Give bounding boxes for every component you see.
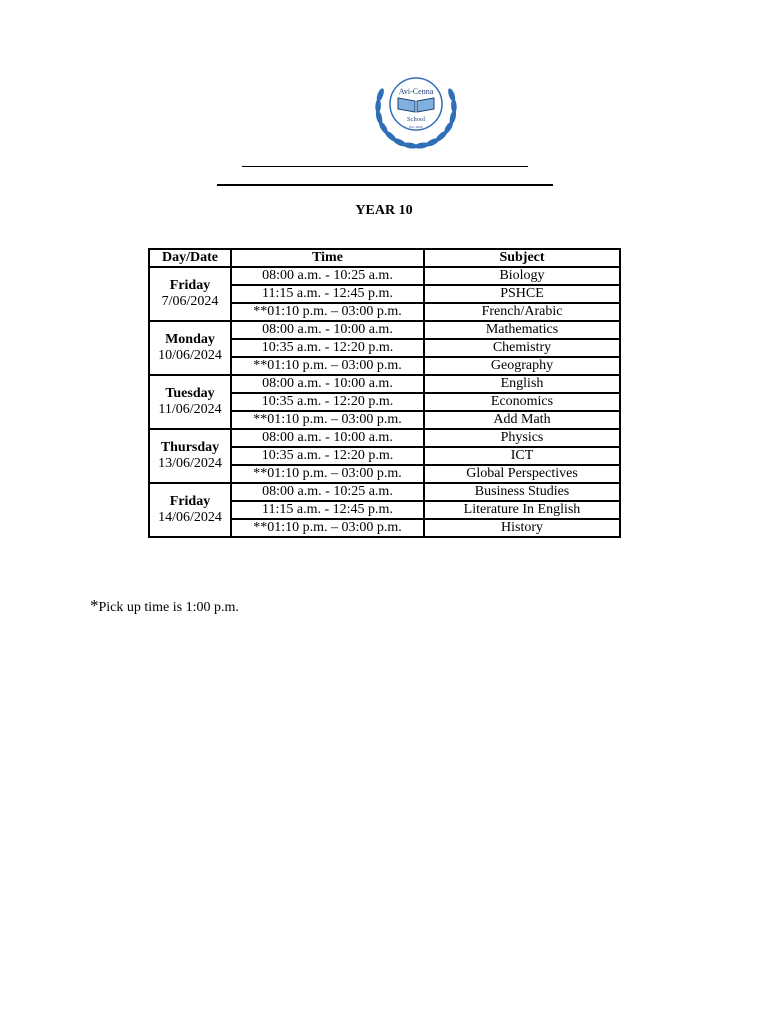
table-row [149, 375, 620, 393]
time-cell: 08:00 a.m. - 10:25 a.m. [231, 267, 424, 285]
day-date: 10/06/2024 [158, 348, 222, 363]
time-cell: 08:00 a.m. - 10:25 a.m. [231, 483, 424, 501]
subject-cell: Global Perspectives [424, 465, 620, 483]
table-row [149, 267, 620, 285]
day-name: Friday [169, 278, 211, 293]
time-cell: 08:00 a.m. - 10:00 a.m. [231, 375, 424, 393]
subject-cell: Chemistry [424, 339, 620, 357]
logo-tagline: Est. 2000 [409, 125, 423, 129]
time-cell: 10:35 a.m. - 12:20 p.m. [231, 339, 424, 357]
day-name: Friday [169, 494, 211, 509]
column-header-time: Time [231, 249, 424, 267]
day-date-cell [149, 483, 231, 537]
day-date-cell [149, 429, 231, 483]
day-date: 7/06/2024 [161, 294, 219, 309]
day-name: Monday [165, 332, 215, 347]
subject-cell: English [424, 375, 620, 393]
subject-cell: History [424, 519, 620, 537]
day-name: Thursday [160, 440, 220, 455]
note-marker: * [90, 596, 99, 615]
day-date: 11/06/2024 [158, 402, 222, 417]
exam-timetable [148, 248, 621, 538]
subject-cell: Biology [424, 267, 620, 285]
day-date: 13/06/2024 [158, 456, 222, 471]
time-cell: **01:10 p.m. – 03:00 p.m. [231, 465, 424, 483]
time-cell: 11:15 a.m. - 12:45 p.m. [231, 501, 424, 519]
day-date-cell [149, 267, 231, 321]
pickup-note [90, 596, 239, 616]
table-row [149, 483, 620, 501]
time-cell: **01:10 p.m. – 03:00 p.m. [231, 357, 424, 375]
time-cell: 08:00 a.m. - 10:00 a.m. [231, 429, 424, 447]
time-cell: 08:00 a.m. - 10:00 a.m. [231, 321, 424, 339]
day-date-cell [149, 375, 231, 429]
time-cell: **01:10 p.m. – 03:00 p.m. [231, 411, 424, 429]
subject-cell: Economics [424, 393, 620, 411]
subject-cell: Add Math [424, 411, 620, 429]
column-header-day: Day/Date [149, 249, 231, 267]
subject-cell: French/Arabic [424, 303, 620, 321]
note-text: Pick up time is 1:00 p.m. [98, 600, 239, 615]
day-name: Tuesday [165, 386, 215, 401]
day-date-cell [149, 321, 231, 375]
day-date: 14/06/2024 [158, 510, 222, 525]
subject-cell: Business Studies [424, 483, 620, 501]
logo-name-line1: Avi-Cenna [398, 87, 434, 96]
table-row [149, 429, 620, 447]
page-title: YEAR 10 [355, 203, 413, 218]
table-row [149, 321, 620, 339]
time-cell: **01:10 p.m. – 03:00 p.m. [231, 303, 424, 321]
top-divider-thick [217, 184, 553, 186]
table-body [149, 267, 620, 537]
subject-cell: Literature In English [424, 501, 620, 519]
logo-name-line2: School [406, 116, 426, 123]
school-logo [368, 62, 464, 152]
table-header-row [149, 249, 620, 267]
subject-cell: PSHCE [424, 285, 620, 303]
subject-cell: Mathematics [424, 321, 620, 339]
time-cell: 10:35 a.m. - 12:20 p.m. [231, 447, 424, 465]
top-divider-thin [242, 166, 528, 167]
time-cell: 11:15 a.m. - 12:45 p.m. [231, 285, 424, 303]
time-cell: 10:35 a.m. - 12:20 p.m. [231, 393, 424, 411]
subject-cell: ICT [424, 447, 620, 465]
subject-cell: Geography [424, 357, 620, 375]
column-header-subject: Subject [424, 249, 620, 267]
subject-cell: Physics [424, 429, 620, 447]
time-cell: **01:10 p.m. – 03:00 p.m. [231, 519, 424, 537]
